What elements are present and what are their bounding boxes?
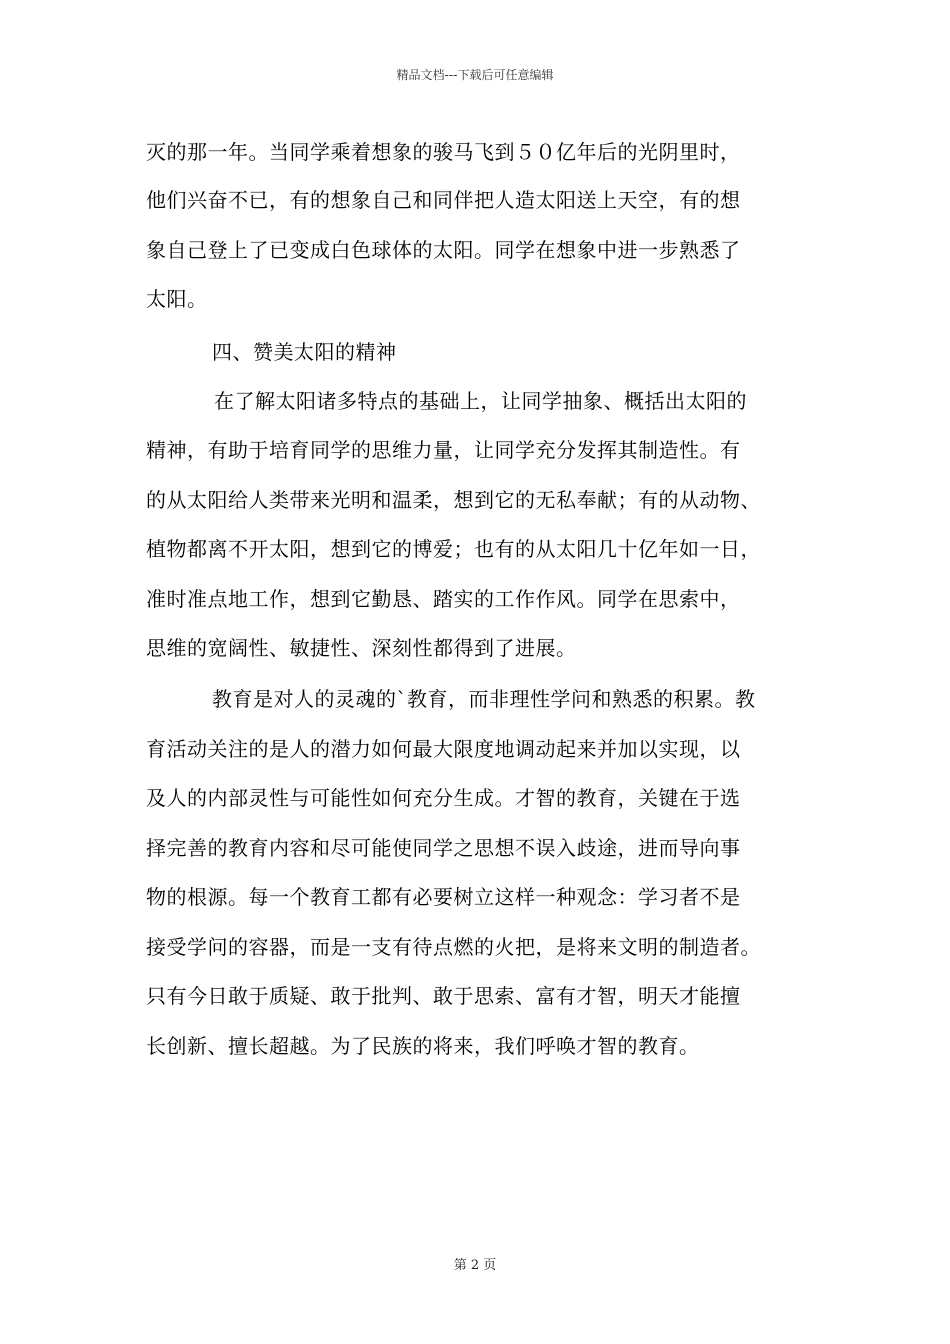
text-line: 精神，有助于培育同学的思维力量，让同学充分发挥其制造性。有 <box>146 438 741 462</box>
text-line: 只有今日敢于质疑、敢于批判、敢于思索、富有才智，明天才能擅 <box>146 984 741 1008</box>
page-header: 精品文档---下载后可任意编辑 <box>396 68 554 82</box>
text-line: 物的根源。每一个教育工都有必要树立这样一种观念：学习者不是 <box>146 885 741 909</box>
text-line: 植物都离不开太阳，想到它的博爱；也有的从太阳几十亿年如一日， <box>146 537 761 561</box>
text-line: 灭的那一年。当同学乘着想象的骏马飞到５０亿年后的光阴里时， <box>146 140 741 164</box>
text-line: 教育是对人的灵魂的`教育，而非理性学问和熟悉的积累。教 <box>212 687 756 711</box>
text-line: 象自己登上了已变成白色球体的太阳。同学在想象中进一步熟悉了 <box>146 238 741 262</box>
text-line: 准时准点地工作，想到它勤恳、踏实的工作作风。同学在思索中， <box>146 587 741 611</box>
text-line: 长创新、擅长超越。为了民族的将来，我们呼唤才智的教育。 <box>146 1034 700 1058</box>
page-number: 第 2 页 <box>453 1258 497 1273</box>
text-line: 他们兴奋不已，有的想象自己和同伴把人造太阳送上天空，有的想 <box>146 188 741 212</box>
text-line: 接受学问的容器，而是一支有待点燃的火把，是将来文明的制造者。 <box>146 935 761 959</box>
text-line: 思维的宽阔性、敏捷性、深刻性都得到了进展。 <box>146 636 577 660</box>
text-line: 的从太阳给人类带来光明和温柔，想到它的无私奉献；有的从动物、 <box>146 488 761 512</box>
text-line: 太阳。 <box>146 287 208 311</box>
text-line: 择完善的教育内容和尽可能使同学之思想不误入歧途，进而导向事 <box>146 836 741 860</box>
text-line: 育活动关注的是人的潜力如何最大限度地调动起来并加以实现，以 <box>146 737 741 761</box>
section-heading: 四、赞美太阳的精神 <box>212 340 397 364</box>
text-line: 在了解太阳诸多特点的基础上，让同学抽象、概括出太阳的 <box>214 389 747 413</box>
text-line: 及人的内部灵性与可能性如何充分生成。才智的教育，关键在于选 <box>146 786 741 810</box>
